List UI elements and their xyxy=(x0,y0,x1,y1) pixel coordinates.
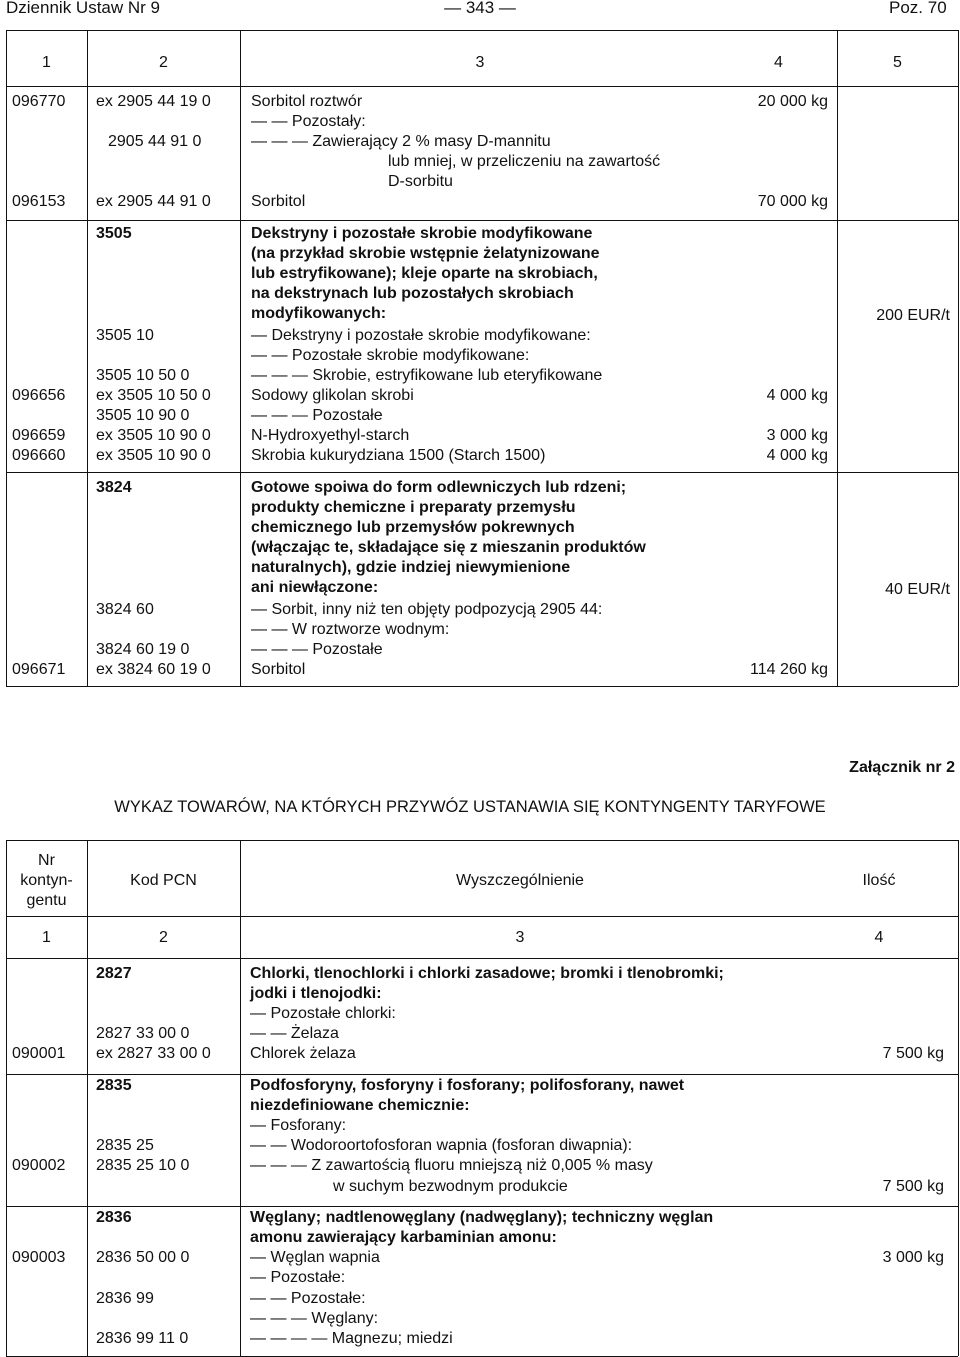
t1g2-desc-bold-2: (na przykład skrobie wstępnie żelatynizowane xyxy=(251,245,600,262)
t2g1-code: 090001 xyxy=(12,1045,66,1062)
t1g2-qty-2: 3 000 kg xyxy=(766,427,828,444)
t2g2-desc-4: w suchym bezwodnym produkcie xyxy=(333,1178,568,1195)
t2-header-nr-2: kontyn- xyxy=(20,872,73,889)
t1g2-desc-bold-1: Dekstryny i pozostałe skrobie modyfikowane xyxy=(251,225,593,242)
t1g3-pcn-2: 3824 60 xyxy=(96,601,154,618)
t1g3-desc-bold-2: produkty chemiczne i preparaty przemysłu xyxy=(251,499,576,516)
t2g2-pcn-1: 2835 xyxy=(96,1077,132,1094)
t1g2-pcn-3: 3505 10 50 0 xyxy=(96,367,190,384)
t1g2-desc-2: — — Pozostałe skrobie modyfikowane: xyxy=(251,347,530,364)
t2g3-pcn-3: 2836 99 xyxy=(96,1290,154,1307)
t2g1-qty: 7 500 kg xyxy=(882,1045,944,1062)
t2g2-desc-bold-1: Podfosforyny, fosforyny i fosforany; polifosforany, nawet xyxy=(250,1077,685,1094)
t2g3-desc-bold-1: Węglany; nadtlenowęglany (nadwęglany); techniczny węglan xyxy=(250,1209,714,1226)
t2g3-pcn-2: 2836 50 00 0 xyxy=(96,1249,190,1266)
t1g3-desc-1: — Sorbit, inny niż ten objęty podpozycją 2905 44: xyxy=(251,601,603,618)
t2-col-2: 2 xyxy=(159,929,168,946)
annex-title: WYKAZ TOWARÓW, NA KTÓRYCH PRZYWÓZ USTANAWIA SIĘ KONTYNGENTY TARYFOWE xyxy=(114,798,826,816)
t1g1-qty-2: 70 000 kg xyxy=(757,193,828,210)
t2g3-desc-bold-2: amonu zawierający karbaminian amonu: xyxy=(250,1229,557,1246)
t1-col-3: 3 xyxy=(475,54,485,71)
t2-col-4: 4 xyxy=(874,929,884,946)
t1-col-4: 4 xyxy=(774,54,783,71)
t1-col-5: 5 xyxy=(893,54,902,71)
t2g1-desc-1: — Pozostałe chlorki: xyxy=(250,1005,396,1022)
t2g1-desc-bold-1: Chlorki, tlenochlorki i chlorki zasadowe; bromki i tlenobromki; xyxy=(250,965,724,982)
t1g1-pcn-3: ex 2905 44 91 0 xyxy=(96,193,211,210)
t2g3-qty: 3 000 kg xyxy=(882,1249,944,1266)
t2g1-desc-2: — — Żelaza xyxy=(250,1025,339,1042)
t1g2-duty: 200 EUR/t xyxy=(876,307,950,324)
t1g1-desc-6: Sorbitol xyxy=(251,193,306,210)
t1g3-desc-3: — — — Pozostałe xyxy=(251,641,383,658)
t1g1-code-1: 096770 xyxy=(12,93,66,110)
t1g3-pcn-4: ex 3824 60 19 0 xyxy=(96,661,211,678)
t1g2-desc-3: — — — Skrobie, estryfikowane lub eteryfikowane xyxy=(251,367,603,384)
t2g1-desc-3: Chlorek żelaza xyxy=(250,1045,356,1062)
t1g3-desc-bold-6: ani niewłączone: xyxy=(251,579,379,596)
t1g2-desc-bold-5: modyfikowanych: xyxy=(251,305,387,322)
t1g2-desc-5: — — — Pozostałe xyxy=(251,407,383,424)
running-header-journal: Dziennik Ustaw Nr 9 xyxy=(6,0,160,17)
t1g3-qty-1: 114 260 kg xyxy=(750,661,828,678)
t2g1-pcn-3: ex 2827 33 00 0 xyxy=(96,1045,211,1062)
t1g1-desc-3: — — — Zawierający 2 % masy D-mannitu xyxy=(251,133,551,150)
t2g3-desc-5: — — — — Magnezu; miedzi xyxy=(250,1330,453,1347)
t1g2-pcn-5: 3505 10 90 0 xyxy=(96,407,190,424)
t2g3-desc-3: — — Pozostałe: xyxy=(250,1290,366,1307)
t2g3-desc-4: — — — Węglany: xyxy=(250,1310,379,1327)
t1g3-desc-2: — — W roztworze wodnym: xyxy=(251,621,450,638)
t1g3-duty: 40 EUR/t xyxy=(885,581,950,598)
t2-header-nr-3: gentu xyxy=(26,892,67,909)
running-header-position: Poz. 70 xyxy=(889,0,947,17)
t1g3-desc-4: Sorbitol xyxy=(251,661,306,678)
t1g2-pcn-7: ex 3505 10 90 0 xyxy=(96,447,211,464)
t1g2-desc-bold-4: na dekstrynach lub pozostałych skrobiach xyxy=(251,285,574,302)
t2g2-desc-1: — Fosforany: xyxy=(250,1117,347,1134)
t2g2-qty: 7 500 kg xyxy=(882,1178,944,1195)
t2-col-1: 1 xyxy=(42,929,51,946)
t2-header-pcn: Kod PCN xyxy=(130,872,197,889)
t1-col-1: 1 xyxy=(42,54,51,71)
t2-col-3: 3 xyxy=(515,929,525,946)
t1g2-desc-7: Skrobia kukurydziana 1500 (Starch 1500) xyxy=(251,447,546,464)
t2g2-desc-2: — — Wodoroortofosforan wapnia (fosforan diwapnia): xyxy=(250,1137,633,1154)
t2g3-desc-2: — Pozostałe: xyxy=(250,1269,346,1286)
annex-label: Załącznik nr 2 xyxy=(849,759,955,776)
t1g2-pcn-1: 3505 xyxy=(96,225,132,242)
t1g2-pcn-2: 3505 10 xyxy=(96,327,154,344)
t1g2-desc-6: N-Hydroxyethyl-starch xyxy=(251,427,410,444)
t1g3-desc-bold-1: Gotowe spoiwa do form odlewniczych lub rdzeni; xyxy=(251,479,627,496)
t1g1-desc-2: — — Pozostały: xyxy=(251,113,366,130)
t2g2-desc-bold-2: niezdefiniowane chemicznie: xyxy=(250,1097,470,1114)
t1g1-desc-4: lub mniej, w przeliczeniu na zawartość xyxy=(388,153,661,170)
t1g2-qty-1: 4 000 kg xyxy=(766,387,828,404)
t2g2-pcn-3: 2835 25 10 0 xyxy=(96,1157,190,1174)
t2g3-code: 090003 xyxy=(12,1249,66,1266)
t1g3-pcn-1: 3824 xyxy=(96,479,132,496)
t2-header-nr-1: Nr xyxy=(38,852,55,869)
t1-col-2: 2 xyxy=(159,54,168,71)
t1g2-desc-4: Sodowy glikolan skrobi xyxy=(251,387,414,404)
t1g2-desc-bold-3: lub estryfikowane); kleje oparte na skrobiach, xyxy=(251,265,598,282)
t1g2-pcn-6: ex 3505 10 90 0 xyxy=(96,427,211,444)
t1g1-code-2: 096153 xyxy=(12,193,66,210)
t1g3-desc-bold-4: (włączając te, składające się z mieszanin produktów xyxy=(251,539,646,556)
t1g2-desc-1: — Dekstryny i pozostałe skrobie modyfikowane: xyxy=(251,327,591,344)
t2g3-desc-1: — Węglan wapnia xyxy=(250,1249,380,1266)
running-header-page: — 343 — xyxy=(444,0,516,17)
t2g2-code: 090002 xyxy=(12,1157,66,1174)
t1g2-code-1: 096656 xyxy=(12,387,66,404)
t2-header-desc: Wyszczególnienie xyxy=(456,872,584,889)
t2g1-pcn-2: 2827 33 00 0 xyxy=(96,1025,190,1042)
t1g1-pcn-2: 2905 44 91 0 xyxy=(108,133,202,150)
t1g1-desc-5: D-sorbitu xyxy=(388,173,453,190)
t1g3-desc-bold-5: naturalnych), gdzie indziej niewymienione xyxy=(251,559,571,576)
t2g1-desc-bold-2: jodki i tlenojodki: xyxy=(250,985,382,1002)
t2g3-pcn-4: 2836 99 11 0 xyxy=(96,1330,189,1347)
t1g3-pcn-3: 3824 60 19 0 xyxy=(96,641,190,658)
t2g1-pcn-1: 2827 xyxy=(96,965,132,982)
t1g2-code-2: 096659 xyxy=(12,427,66,444)
t1g1-desc-1: Sorbitol roztwór xyxy=(251,93,363,110)
t1g1-pcn-1: ex 2905 44 19 0 xyxy=(96,93,211,110)
t1g3-desc-bold-3: chemicznego lub przemysłów pokrewnych xyxy=(251,519,575,536)
t1g3-code-1: 096671 xyxy=(12,661,66,678)
t2-header-qty: Ilość xyxy=(862,872,896,889)
t1g2-code-3: 096660 xyxy=(12,447,66,464)
t1g2-pcn-4: ex 3505 10 50 0 xyxy=(96,387,211,404)
t2g2-desc-3: — — — Z zawartością fluoru mniejszą niż 0,005 % masy xyxy=(250,1157,653,1174)
t2g3-pcn-1: 2836 xyxy=(96,1209,132,1226)
t1g1-qty-1: 20 000 kg xyxy=(757,93,828,110)
t2g2-pcn-2: 2835 25 xyxy=(96,1137,154,1154)
t1g2-qty-3: 4 000 kg xyxy=(766,447,828,464)
